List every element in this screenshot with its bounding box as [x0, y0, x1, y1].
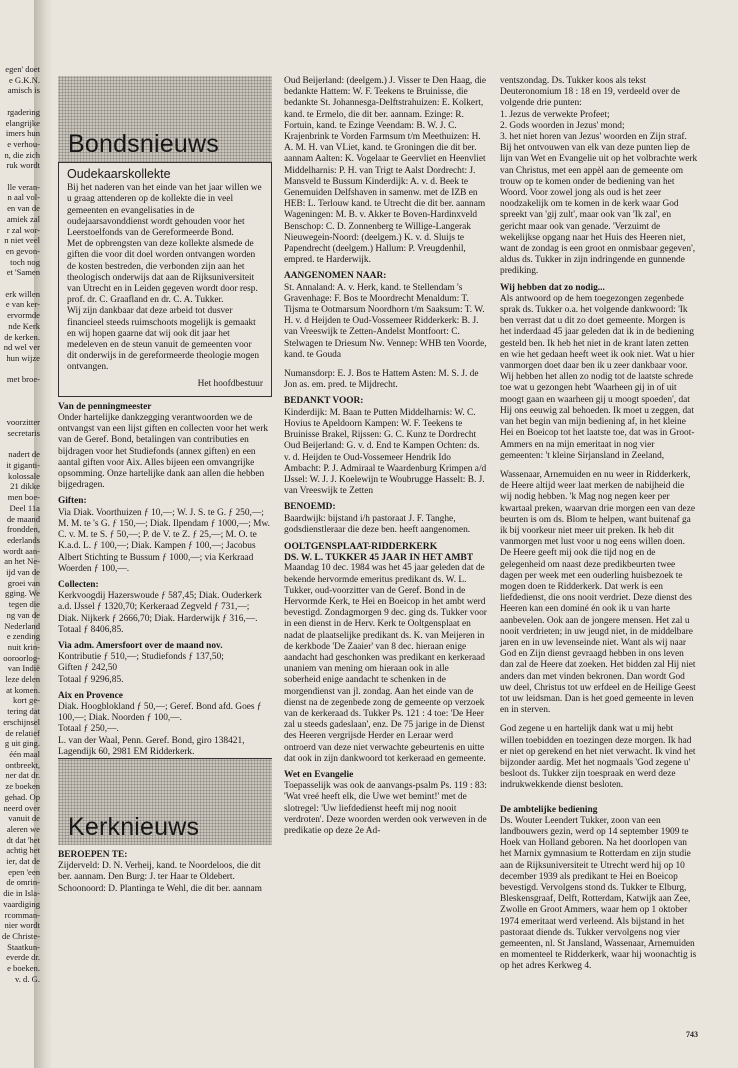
strip-line: ng van de — [6, 609, 40, 620]
strip-line: ederlands — [7, 534, 40, 545]
strip-line: v. d. G. — [15, 973, 40, 984]
strip-line: rgadering — [7, 106, 40, 117]
giften-text: Via Diak. Voorthuizen ƒ 10,—; W. J. S. te G. ƒ 250,—; M. M. te 's G. ƒ 150,—; Diak. Ilpendam ƒ 1000,—; Mw. C. v. M. te S. ƒ 50,—; P. de V. te Z. ƒ 25,—; M. O. te K.a.d. L. ƒ 100,—; Diak. Kampen ƒ 100,—; Jacobus Albert Stichting te Bussum ƒ 1000,—; via Kerkraad Woerden ƒ 100,—. — [58, 507, 271, 574]
strip-line — [0, 278, 40, 289]
penningmeester-text: Onder hartelijke dankzegging verantwoorden we de ontvangst van een lijst giften en collecten voor het werk van de Geref. Bond, betalingen van contributies en bijdragen voor het Studiefonds (annex giften) en een aantal giften voor Aix. Alles bijeen een omvangrijke opsomming. Onze hartelijke dank aan allen die hebben bijgedragen. — [58, 413, 269, 491]
bondsnieuws-title: Bondsnieuws — [68, 129, 219, 158]
dankwoord-text: Als antwoord op de hem toegezongen zegenbede sprak ds. Tukker o.a. het volgende dankwoord: 'Ik ben verrast dat u dit zo doet gemeente. Morgen is het inderdaad 45 jaar geleden dat ik in de bediening gesteld ben. Ik heb het niet in de krant laten zetten en wie het gedaan heeft weet ik ook niet. Wat u hier vanmorgen doet daar ben ik u zeer dankbaar voor. Wij hebben het allen zo nodig tot de laatste schrede toe wat u gezongen hebt 'Waarheen gij in of uit moogt gaan en waarheen gij u moogt spoeden', dat Hij ons eeuwig zal behoeden. Ik moet u zeggen, dat van het begin van mijn bediening af, in het kleine Hei en Boeicop tot het laatste toe, dat was in Groot-Ammers en na mijn emeritaat in nog vier gemeenten: 't kleine Sirjansland in Zeeland, — [500, 293, 695, 461]
strip-line: erschijnsel — [3, 716, 40, 727]
aix-text: Diak. Hoogblokland ƒ 50,—; Geref. Bond afd. Goes ƒ 100,—; Diak. Noorden ƒ 100,—. — [58, 701, 262, 724]
strip-line — [0, 96, 40, 107]
sermon-point: 3. het niet horen van Jezus' woorden en Zijn straf. — [500, 132, 687, 143]
aangenomen-heading: AANGENOMEN NAAR: — [284, 271, 387, 282]
strip-line: amisch is — [7, 85, 40, 96]
bedankt-text: Kinderdijk: M. Baan te Putten Middelharnis: W. C. Hovius te Apeldoorn Kampen: W. F. Teekens te Bruinisse Brakel, Rijssen: G. C. Kunz te Dordrecht Oud Beijerland: G. v. d. End te Kampen Ochten: ds. v. d. Heijden te Oud-Vossemeer Hendrik Ido Ambacht: P. J. Admiraal te Waardenburg Krimpen a/d IJssel: W. J. J. Koelewijn te Woubrugge Hasselt: B. J. van Vreeswijk te Zetten — [284, 407, 487, 497]
beroepen-continued: Oud Beijerland: (deelgem.) J. Visser te Den Haag, die bedankte Hattem: W. F. Teekens te Bruinisse, die bedankte St. Johannesga-Delftstrahuizen: E. Kolkert, kand. te Ermelo, die dit ber. aannam. Ezinge: R. Fortuin, kand. te Ezinge Veendam: B. W. J. C. Krajenbrink te Vorden Farmsum t/m Meethuizen: H. A. M. H. van VLiet, kand. te Groningen die dit ber. aannam Aalten: K. Vogelaar te Geervliet en Heenvliet Middelharnis: P. H. van Trigt te Aalst Dordrecht: J. Mansveld te Bussum Kinderdijk: A. v. d. Beek te Genemuiden Delfshaven in samenw. met de IZB en HEB: L. Terlouw kand. te Utrecht die dit ber. aannam Wageningen: M. B. v. Akker te Boven-Hardinxveld Benschop: C. D. Zonnenberg te Willige-Langerak Nieuwegein-Noord: (deelgem.) K. v. d. Sluijs te Papendrecht (deelgem.) Hallum: P. Vreugdenhil, empred. te Harderwijk. — [284, 76, 487, 266]
strip-line: de kerken. — [4, 331, 40, 342]
ooltgensplaat-text: Maandag 10 dec. 1984 was het 45 jaar geleden dat de bekende hervormde emeritus predikant ds. W. L. Tukker, oud-voorzitter van de Geref. Bond in de Hervormde Kerk, te Hei en Boeicop in het ambt werd bevestigd. Zondagmorgen 9 dec. ging ds. Tukker voor in een dienst in de Herv. Kerk te Ooltgensplaat en nadat de plaatselijke predikant ds. K. van Meijeren in de kerkbode 'De Zaaier' van 8 dec. hieraan enige aandacht had geschonken was predikant en kerkeraad unaniem van mening om hieraan ook in alle soberheid enige aandacht te schenken in de morgendienst van jl. zondag. Aan het einde van de dienst na de zegenbede zong de gemeente op verzoek van de kerkeraad ds. Tukker Ps. 121 : 4 toe: 'De Heer zal u steeds gadeslaan', enz. De 75 jarige in de Dienst des Heeren vergrijsde Herder en Leraar werd ontroerd van deze niet verwachte gebeurtenis en uitte dat ook in zijn dankwoord tot kerkeraad en gemeente. — [284, 563, 487, 764]
strip-line: secretaris — [7, 427, 40, 438]
strip-line: groei van — [7, 577, 40, 588]
collecten-text: Kerkvoogdij Hazerswoude ƒ 587,45; Diak. Ouderkerk a.d. IJssel ƒ 1320,70; Kerkeraad Zegveld ƒ 731,—; Diak. Nijkerk ƒ 2666,70; Diak. Harderwijk ƒ 316,—. — [58, 591, 262, 624]
strip-line: n niet veel — [4, 235, 40, 246]
strip-line: één maal — [9, 749, 40, 759]
penningmeester-heading: Van de penningmeester — [58, 401, 152, 412]
strip-line: nadert de — [8, 449, 40, 460]
strip-line: Nederland — [4, 620, 40, 631]
strip-line: met broe- — [6, 374, 40, 385]
dankwoord-text-2: Wassenaar, Arnemuiden en nu weer in Ridderkerk, de Heere altijd weer laat merken de nabijheid die wij nodig hebben. 'k Mag nog negen keer per kwartaal preken, waarvan drie morgen een van deze beurten is om ds. Blom te helpen, want buitenaf ga ik bij voorkeur niet meer uit preken. Ik heb dit vanmorgen met lust voor u nog eens willen doen. De Heere geeft mij ook die tijd nog en de gelegenheid om naast deze predikbeurten twee dagen per week met een ouderling huisbezoek te mogen doen te Ridderkerk. Dat werk is een liefdedienst, die ons nooit verdriet. Deze dienst des Heeren kan een dominé én ook ik u van harte aanbevelen. Ook aan de jongere mensen. Het zal u nooit verdrieten; in uw jeugd niet, in de middelbare jaren en in uw levenseinde niet. Want als wij naar God en Zijn dienst gevraagd hebben in ons leven dan zal de Heere dat zoeken. Het bidden zal Hij niet anders dan met vinden bekronen. Dan wordt God uw deel, Christus tot uw erfdeel en de Heilige Geest tot uw leidsman. Dan is het goed gemeente in leven en in sterven. — [500, 469, 696, 716]
kerknieuws-banner — [58, 759, 272, 845]
strip-line: nier wordt — [4, 920, 40, 931]
strip-line: everde dr. — [6, 952, 40, 963]
box-paragraph-2: Met de opbrengsten van deze kollekte alsmede de giften die voor dit doel worden ontvangen worden de kosten bestreden, die verbonden zijn aan het theologisch onderwijs dat aan de Rijksuniversiteit van Utrecht en in Leiden gegeven wordt door resp. prof. dr. C. Graafland en dr. C. A. Tukker. — [67, 239, 258, 306]
strip-line: n, die zich — [4, 149, 40, 160]
tukker-jubilee-subheading: DS. W. L. TUKKER 45 JAAR IN HET AMBT — [284, 552, 474, 564]
beroepen-heading: BEROEPEN TE: — [58, 849, 128, 860]
penningmeester-address: L. van der Waal, Penn. Geref. Bond, giro 138421, Lagendijk 60, 2981 EM Ridderkerk. — [58, 735, 245, 757]
dankwoord-text-3: God zegene u en hartelijk dank wat u mij hebt willen toebidden en toezingen deze morgen. Ik had er niet op gerekend en het niet verwacht. Ik vind het bijzonder aardig. Met het nogmaals 'God zegene u' besloot ds. Tukker zijn toespraak en werd deze indrukwekkende dienst besloten. — [500, 724, 696, 791]
strip-line: de relatief — [5, 727, 40, 738]
strip-line: tegen die — [8, 599, 40, 610]
strip-line: ner dat dr. — [5, 770, 40, 781]
adm-line: Kontributie ƒ 510,—; Studiefonds ƒ 137,50; — [58, 652, 224, 663]
strip-line: g uit ging. — [4, 738, 40, 749]
strip-line: elangrijke — [5, 117, 40, 128]
strip-line: 21 dikke — [10, 481, 40, 492]
strip-line — [0, 385, 40, 396]
strip-line: epen 'een — [8, 866, 40, 877]
strip-line: et 'Samen — [6, 267, 40, 278]
strip-line: gehad. Op — [4, 791, 40, 802]
strip-line: dt dat 'het — [6, 834, 40, 845]
benoemd-text: Baardwijk: bijstand i/h pastoraat J. F. Tanghe, godsdienstleraar die deze ben. heeft aangenomen. — [284, 513, 471, 535]
column-2 — [284, 76, 487, 837]
benoemd-heading: BENOEMD: — [284, 502, 336, 513]
strip-line: lle veran- — [7, 181, 40, 192]
adm-line: Totaal ƒ 9296,85. — [58, 674, 124, 685]
bedankt-heading: BEDANKT VOOR: — [284, 396, 364, 407]
strip-line: an het Ne- — [4, 556, 40, 567]
strip-line: leze delen — [5, 674, 40, 685]
strip-line: gging. We — [5, 588, 40, 599]
strip-line: ze boeken — [5, 781, 40, 792]
box-title: Oudekaarskollekte — [67, 167, 171, 181]
aangenomen-text-2: Numansdorp: E. J. Bos te Hattem Asten: M. S. J. de Jon as. em. pred. te Mijdrecht. — [284, 369, 479, 391]
strip-line: e zending — [6, 631, 40, 642]
strip-line: achtig het — [6, 845, 40, 856]
box-signature: Het hoofdbestuur — [197, 378, 263, 389]
box-paragraph-1: Bij het naderen van het einde van het jaar willen we u graag attenderen op de kollekte die in veel gemeenten en evangelisaties in de oudejaarsavonddienst wordt gehouden voor het Leerstoelfonds van de Gereformeerde Bond. — [67, 183, 262, 239]
strip-line: e verhou- — [7, 138, 40, 149]
strip-line: amiek zal — [6, 213, 40, 224]
strip-line: van Indië — [7, 663, 40, 674]
strip-line: Staatkun- — [7, 941, 40, 952]
collecten-heading: Collecten: — [58, 579, 99, 590]
strip-line: de omrin- — [6, 877, 40, 888]
strip-line: ontbreekt, — [5, 759, 40, 770]
strip-line: de maand — [6, 513, 40, 524]
sermon-text: Bij het ontvouwen van elk van deze punten liep de lijn van Wet en Evangelie uit op het volbrachte werk van Christus, met een appèl aan de gemeente om trouw op te komen onder de bediening van het Woord. Voor zowel jong als oud is het zeer noodzakelijk om te komen in de kerk waar God spreekt van 'gij zult', maar ook van 'Ik zal', en gericht maar ook van genade. 'Verzuimt de wekelijkse opgang naar het Huis des Heeren niet, want de zondag is een groot en onmisbaar gegeven', aldus ds. Tukker in zijn indringende en gunnende prediking. — [500, 143, 698, 277]
strip-line: en gevon- — [5, 245, 40, 256]
strip-line: ijd van de — [6, 567, 40, 578]
strip-line: egen' doet — [5, 64, 40, 74]
collecten-total: Totaal ƒ 8406,85. — [58, 624, 124, 635]
adm-line: Giften ƒ 242,50 — [58, 663, 118, 674]
ooltgensplaat-heading: OOLTGENSPLAAT-RIDDERKERK — [284, 540, 438, 552]
spacer — [500, 462, 698, 470]
adm-heading: Via adm. Amersfoort over de maand nov. — [58, 640, 223, 651]
page-number: 743 — [686, 1030, 698, 1039]
strip-line — [0, 396, 40, 407]
aangenomen-text: St. Annaland: A. v. Herk, kand. te Stellendam 's Gravenhage: F. Bos te Moordrecht Menaldum: T. Tijsma te Ootmarsum Noordhorn t/m Saaksum: T. W. H. v. d Heijden te Oud-Vossemeer Ridderkerk: B. J. van Vreeswijk te Zetten-Andelst Montfoort: C. Stelwagen te Driesum Nw. Vennep: WHB ten Voorde, kand. te Gouda — [284, 282, 487, 360]
sermon-intro: ventszondag. Ds. Tukker koos als tekst Deuteronomium 18 : 18 en 19, verdeeld over de volgende drie punten: — [500, 76, 680, 109]
strip-line: de Christe- — [2, 930, 40, 941]
strip-line: en van de — [7, 203, 40, 214]
biography-text: Ds. Wouter Leendert Tukker, zoon van een landbouwers gezin, werd op 14 september 1909 te Hoek van Holland geboren. Na het doorlopen van het Marnix gymnasium te Rotterdam en zijn studie aan de Rijksuniversiteit te Utrecht werd hij op 10 december 1939 als predikant te Hei en Boeicop bevestigd. Vervolgens stond ds. Tukker te Elburg, Bleskensgraaf, Delft, Rotterdam, Katwijk aan Zee, Zwolle en Groot Ammers, waar hem op 1 oktober 1974 emeritaat werd verleend. Als bijstand in het pastoraat diende ds. Tukker vervolgens nog vier gemeenten, nl. St Jansland, Wassenaar, Arnemuiden en momenteel te Ridderkerk, waar hij woonachtig is op het adres Kerkweg 4. — [500, 815, 697, 972]
strip-line: e G.K.N. — [8, 74, 40, 85]
strip-line: ooroorlog- — [3, 652, 40, 663]
strip-line: voorzitter — [6, 417, 40, 428]
strip-line: wordt aan- — [3, 545, 40, 556]
strip-line — [0, 171, 40, 182]
strip-line: e boeken. — [7, 963, 40, 974]
strip-line: vaardiging — [3, 898, 40, 909]
strip-line: tering dat — [7, 706, 40, 717]
aix-heading: Aix en Provence — [58, 690, 123, 701]
strip-line: at komen. — [6, 684, 40, 695]
strip-line — [0, 364, 40, 375]
previous-page-text-strip — [0, 64, 40, 1064]
sermon-point: 1. Jezus de verwekte Profeet; — [500, 109, 610, 120]
kerknieuws-title: Kerknieuws — [68, 812, 200, 841]
ambtelijke-bediening-heading: De ambtelijke bediening — [500, 804, 598, 815]
strip-line: toch nog — [10, 256, 40, 267]
strip-line: Deel 11a — [9, 502, 40, 513]
bondsnieuws-banner — [58, 76, 272, 162]
strip-line: rcomman- — [4, 909, 40, 920]
strip-line: e van ker- — [5, 299, 40, 310]
column-1 — [58, 76, 272, 895]
beroepen-text: Zijderveld: D. N. Verheij, kand. te Noordeloos, die dit ber. aannam. Den Burg: J. ter Haar te Oldebert. Schoonoord: D. Plantinga te Wehl, die dit ber. aannam — [58, 861, 262, 894]
strip-line: neerd over — [3, 802, 40, 813]
strip-line: hun wijze — [6, 352, 40, 363]
aix-total: Totaal ƒ 250,—. — [58, 724, 119, 735]
spacer — [500, 792, 698, 800]
strip-line: erk willen — [5, 288, 40, 299]
strip-line: nd wel ver — [3, 342, 40, 353]
strip-line: aleren we — [6, 823, 40, 834]
strip-line: ruk wordt — [6, 160, 40, 171]
wij-hebben-dat-heading: Wij hebben dat zo nodig... — [500, 282, 605, 293]
strip-line: vanuit de — [8, 813, 40, 824]
strip-line: ervormde — [7, 310, 40, 321]
strip-line: n aal vol- — [7, 192, 40, 203]
spacer — [500, 716, 698, 724]
strip-line: ier, dat de — [6, 856, 40, 867]
spacer — [284, 361, 487, 369]
strip-line: nuit krin- — [7, 641, 40, 652]
wet-en-evangelie-heading: Wet en Evangelie — [284, 769, 354, 780]
strip-line: kort ge- — [13, 695, 40, 706]
strip-line: it giganti- — [6, 460, 40, 471]
strip-line: imers hun — [5, 128, 40, 139]
strip-line: die in Isla- — [3, 888, 40, 899]
strip-line: men boe- — [7, 492, 40, 503]
strip-line: frondden, — [6, 524, 40, 535]
strip-line — [0, 407, 40, 418]
strip-line: nde Kerk — [8, 320, 40, 331]
strip-line: r zal wor- — [6, 224, 40, 235]
strip-line — [0, 439, 40, 450]
strip-line: kolossale — [8, 470, 40, 481]
column-3 — [500, 76, 698, 973]
wet-en-evangelie-text: Toepasselijk was ook de aanvangs-psalm Ps. 119 : 83: 'Wat vreé heeft elk, die Uwe wet bemint!' met de slotregel: 'Uw liefdedienst heeft mij nog nooit verdroten'. Deze woorden werden ook verweven in de predikatie op deze 2e Ad- — [284, 781, 487, 836]
sermon-point: 2. Gods woorden in Jezus' mond; — [500, 120, 625, 131]
giften-heading: Giften: — [58, 496, 87, 507]
box-paragraph-3: Wij zijn dankbaar dat deze arbeid tot dusver financieel steeds ruimschoots mogelijk is gemaakt en wij hopen gaarne dat wij ook dit jaar het medeleven en de steun vanuit de gemeenten voor dit onderwijs in de gereformeerde theologie mogen ontvangen. — [67, 306, 260, 373]
oudekaarskollekte-box — [58, 162, 272, 397]
